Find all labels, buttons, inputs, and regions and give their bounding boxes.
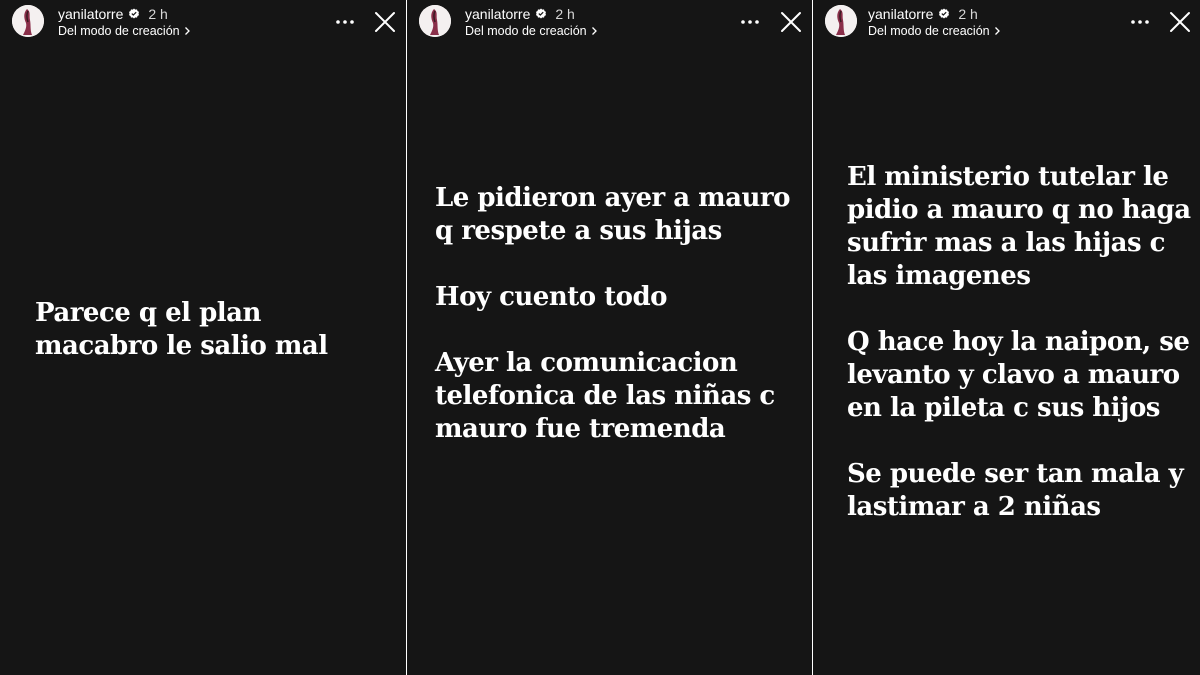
story-header [0, 0, 406, 44]
chevron-right-icon [994, 26, 1001, 36]
story-text-line: lastimar a 2 niñas [847, 492, 1101, 522]
paragraph-gap [847, 425, 1191, 458]
creation-mode-link[interactable] [58, 23, 191, 39]
creation-mode-label: Del modo de creación [465, 24, 587, 38]
username[interactable]: yanilatorre [58, 6, 124, 22]
story-text [847, 161, 1191, 524]
paragraph-gap [435, 248, 790, 281]
story-text-line: Ayer la comunicacion [435, 348, 738, 378]
username-row[interactable] [868, 5, 978, 23]
username-row[interactable] [58, 5, 168, 23]
story-text-line: levanto y clavo a mauro [847, 360, 1180, 390]
close-icon[interactable] [1168, 10, 1192, 34]
story-header [407, 0, 812, 44]
username[interactable]: yanilatorre [465, 6, 531, 22]
story-text-line: Se puede ser tan mala y [847, 459, 1184, 489]
story-text-line: sufrir mas a las hijas c [847, 228, 1165, 258]
verified-badge-icon [535, 8, 547, 20]
post-time: 2 h [958, 6, 978, 22]
story-text-line: Le pidieron ayer a mauro [435, 183, 790, 213]
story-text-line: en la pileta c sus hijos [847, 393, 1160, 423]
story-text-line: El ministerio tutelar le [847, 162, 1169, 192]
story-text-line: mauro fue tremenda [435, 414, 726, 444]
more-options-icon[interactable] [1129, 12, 1151, 32]
creation-mode-label: Del modo de creación [868, 24, 990, 38]
more-options-icon[interactable] [739, 12, 761, 32]
creation-mode-link[interactable] [465, 23, 598, 39]
post-time: 2 h [148, 6, 168, 22]
post-time: 2 h [555, 6, 575, 22]
more-options-icon[interactable] [334, 12, 356, 32]
story-text-line: las imagenes [847, 261, 1031, 291]
close-icon[interactable] [373, 10, 397, 34]
creation-mode-label: Del modo de creación [58, 24, 180, 38]
creation-mode-link[interactable] [868, 23, 1001, 39]
profile-avatar-icon[interactable] [12, 5, 44, 37]
story-panel-2[interactable] [407, 0, 812, 675]
username[interactable]: yanilatorre [868, 6, 934, 22]
story-text [435, 182, 790, 446]
story-header [813, 0, 1200, 44]
paragraph-gap [847, 293, 1191, 326]
story-text-line: Q hace hoy la naipon, se [847, 327, 1190, 357]
story-text-line: Parece q el plan [35, 298, 261, 328]
profile-avatar-icon[interactable] [825, 5, 857, 37]
profile-avatar-icon[interactable] [419, 5, 451, 37]
story-panel-3[interactable] [813, 0, 1200, 675]
paragraph-gap [435, 314, 790, 347]
story-panel-1[interactable] [0, 0, 406, 675]
verified-badge-icon [938, 8, 950, 20]
story-text [35, 297, 328, 363]
chevron-right-icon [591, 26, 598, 36]
close-icon[interactable] [779, 10, 803, 34]
story-text-line: Hoy cuento todo [435, 282, 668, 312]
verified-badge-icon [128, 8, 140, 20]
story-text-line: q respete a sus hijas [435, 216, 722, 246]
username-row[interactable] [465, 5, 575, 23]
story-text-line: macabro le salio mal [35, 331, 328, 361]
chevron-right-icon [184, 26, 191, 36]
story-text-line: pidio a mauro q no haga [847, 195, 1191, 225]
story-text-line: telefonica de las niñas c [435, 381, 775, 411]
